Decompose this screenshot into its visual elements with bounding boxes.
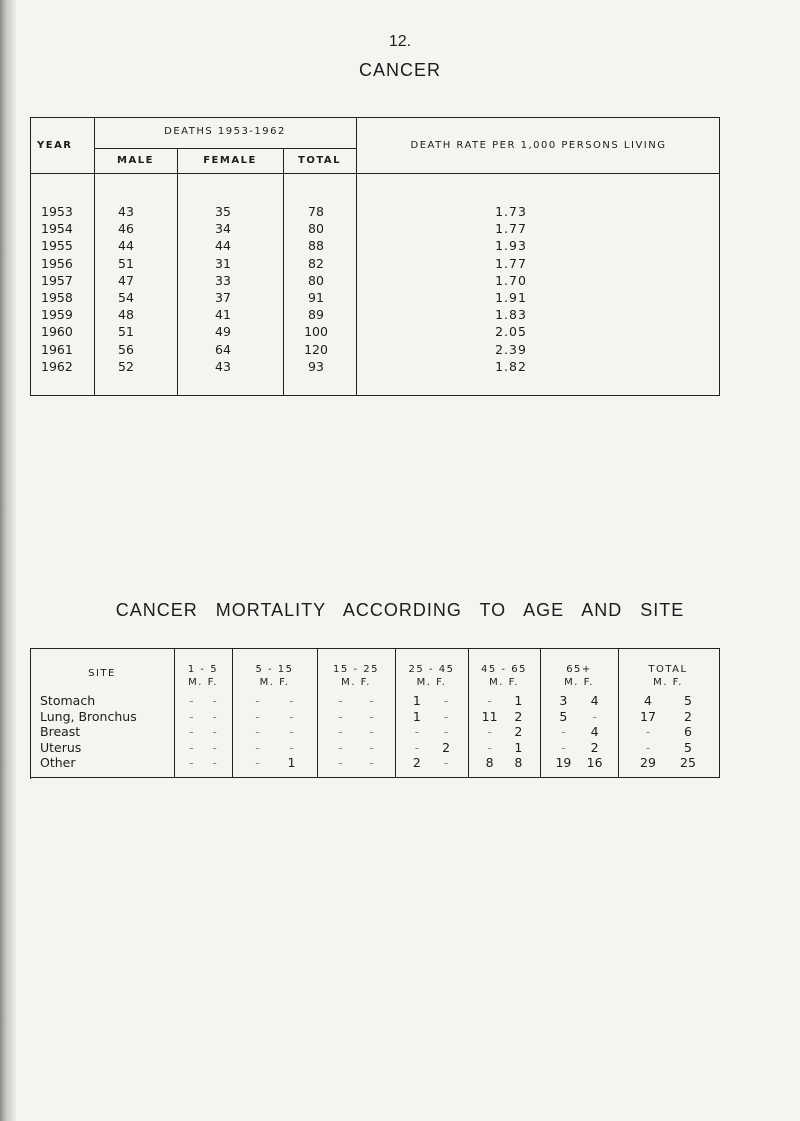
cell-year: 1960 xyxy=(41,324,73,340)
cell-female: 43 xyxy=(215,358,231,374)
cell-female: - xyxy=(289,739,294,755)
mf-label: M. F. xyxy=(188,677,218,688)
cell-female: 4 xyxy=(590,724,599,739)
cell-total: 82 xyxy=(308,255,324,271)
cell-male: - xyxy=(338,693,343,708)
table-row xyxy=(30,709,719,725)
col-total-header: TOTAL xyxy=(298,155,341,166)
age-group-label: 15 - 25 xyxy=(333,664,379,675)
cell-male: - xyxy=(189,693,194,708)
cell-male: 17 xyxy=(640,708,656,724)
table-row xyxy=(31,204,719,221)
cell-male: 48 xyxy=(118,307,134,323)
cell-male: - xyxy=(255,724,260,739)
cell-female: 25 xyxy=(680,755,696,770)
col-female-header: FEMALE xyxy=(203,155,257,166)
col-site-header: SITE xyxy=(88,668,116,679)
cell-female: - xyxy=(212,755,217,770)
site-label: Uterus xyxy=(40,739,82,755)
cell-male: 51 xyxy=(118,324,134,340)
cell-female: - xyxy=(212,708,217,724)
cell-female: - xyxy=(443,708,449,724)
cell-rate: 2.39 xyxy=(495,341,527,357)
cell-female: - xyxy=(212,693,217,708)
table-row xyxy=(31,256,719,273)
cell-male: - xyxy=(645,739,651,755)
cell-male: 52 xyxy=(118,358,134,374)
table-row xyxy=(31,273,719,290)
cell-male: 1 xyxy=(412,693,421,708)
site-label: Other xyxy=(40,755,76,770)
cell-male: - xyxy=(338,724,343,739)
cell-male: 56 xyxy=(118,341,134,357)
age-group-header xyxy=(395,663,468,689)
cell-male: - xyxy=(255,693,260,708)
cell-female: 2 xyxy=(684,708,692,724)
mf-label: M. F. xyxy=(564,677,594,688)
cell-year: 1958 xyxy=(41,289,73,305)
cell-female: - xyxy=(369,755,374,770)
cell-year: 1954 xyxy=(41,221,73,237)
col-year-header: YEAR xyxy=(37,140,73,151)
table-row xyxy=(31,342,719,359)
cell-male: 11 xyxy=(481,708,498,724)
cell-total: 88 xyxy=(308,238,324,254)
mf-label: M. F. xyxy=(489,677,519,688)
cell-total: 93 xyxy=(308,358,324,374)
cell-female: 2 xyxy=(514,724,523,739)
col-deaths-group-header: DEATHS 1953-1962 xyxy=(164,126,286,137)
cell-year: 1953 xyxy=(41,204,73,219)
cell-female: - xyxy=(443,755,449,770)
age-group-header xyxy=(317,663,395,689)
cell-female: 64 xyxy=(215,341,231,357)
age-group-label: TOTAL xyxy=(648,664,688,675)
cell-total: 89 xyxy=(308,307,324,323)
table-row xyxy=(31,238,719,255)
cell-male: 44 xyxy=(118,238,134,254)
cell-male: - xyxy=(487,693,492,708)
divider xyxy=(31,173,719,174)
cell-male: 19 xyxy=(555,755,572,770)
cell-year: 1956 xyxy=(41,255,73,271)
cell-rate: 1.77 xyxy=(495,221,527,237)
cell-male: 5 xyxy=(559,708,568,724)
cell-male: - xyxy=(487,739,492,755)
cell-total: 120 xyxy=(304,341,328,357)
cell-male: - xyxy=(338,708,343,724)
cell-male: - xyxy=(487,724,492,739)
cell-female: 1 xyxy=(514,693,523,708)
age-group-header xyxy=(618,663,718,689)
cell-male: - xyxy=(255,755,260,770)
site-label: Breast xyxy=(40,724,81,739)
cell-female: - xyxy=(369,739,374,755)
cell-female: 31 xyxy=(215,255,231,271)
cell-female: 2 xyxy=(590,739,599,755)
cell-male: - xyxy=(189,755,194,770)
page-title: CANCER xyxy=(358,60,441,80)
cell-female: 41 xyxy=(215,307,231,323)
cell-female: - xyxy=(289,693,294,708)
table-row xyxy=(30,724,719,740)
cell-female: - xyxy=(443,693,449,708)
deaths-table-body xyxy=(31,204,719,376)
age-group-header xyxy=(174,663,232,689)
age-group-label: 25 - 45 xyxy=(408,664,455,675)
cell-year: 1961 xyxy=(41,341,73,357)
cell-female: 34 xyxy=(215,221,231,237)
cell-female: 5 xyxy=(684,739,692,755)
cell-rate: 1.73 xyxy=(495,204,527,219)
cell-male: - xyxy=(561,724,566,739)
age-group-label: 1 - 5 xyxy=(187,664,219,675)
cell-female: 37 xyxy=(215,289,231,305)
cell-total: 80 xyxy=(308,272,324,288)
table-row xyxy=(31,221,719,238)
cell-total: 91 xyxy=(308,289,324,305)
cell-male: - xyxy=(414,739,420,755)
cell-male: 3 xyxy=(559,693,568,708)
age-group-label: 5 - 15 xyxy=(255,664,294,675)
cell-female: - xyxy=(212,724,217,739)
cell-year: 1959 xyxy=(41,307,73,323)
col-male-header: MALE xyxy=(117,155,154,166)
cell-total: 80 xyxy=(308,221,324,237)
site-label: Lung, Bronchus xyxy=(40,708,137,724)
cell-female: - xyxy=(289,724,294,739)
cell-total: 100 xyxy=(304,324,328,340)
cell-female: - xyxy=(212,739,217,755)
cell-rate: 1.77 xyxy=(495,255,527,271)
cell-male: 47 xyxy=(118,272,134,288)
cell-female: 1 xyxy=(514,739,523,755)
cell-rate: 1.82 xyxy=(495,358,527,374)
age-group-header xyxy=(232,663,317,689)
age-group-header xyxy=(468,663,540,689)
site-label: Stomach xyxy=(40,693,96,708)
cell-female: 6 xyxy=(684,724,692,739)
cell-rate: 1.70 xyxy=(495,272,527,288)
divider xyxy=(94,148,356,149)
cell-rate: 1.83 xyxy=(495,307,527,323)
page-number: 12. xyxy=(388,33,412,50)
cell-female: - xyxy=(443,724,449,739)
cell-female: 8 xyxy=(514,755,523,770)
table-row xyxy=(31,307,719,324)
deaths-table xyxy=(30,117,720,396)
mf-label: M. F. xyxy=(259,677,290,688)
cell-female: - xyxy=(369,708,374,724)
cell-rate: 1.93 xyxy=(495,238,527,254)
cell-female: 35 xyxy=(215,204,231,219)
cell-female: 16 xyxy=(586,755,603,770)
cell-female: 1 xyxy=(287,755,296,770)
cell-male: - xyxy=(255,739,260,755)
cell-female: 4 xyxy=(590,693,599,708)
cell-male: 51 xyxy=(118,255,134,271)
cell-male: - xyxy=(189,739,194,755)
cell-year: 1962 xyxy=(41,358,73,374)
cell-female: - xyxy=(289,708,294,724)
cell-year: 1957 xyxy=(41,272,73,288)
col-rate-header: DEATH RATE PER 1,000 PERSONS LIVING xyxy=(410,140,667,151)
mf-label: M. F. xyxy=(341,677,371,688)
cell-male: 4 xyxy=(644,693,652,708)
cell-male: - xyxy=(645,724,651,739)
cell-male: 8 xyxy=(485,755,494,770)
cell-total: 78 xyxy=(308,204,324,219)
site-table xyxy=(30,648,720,778)
cell-male: 2 xyxy=(412,755,421,770)
cell-female: - xyxy=(369,724,374,739)
cell-male: - xyxy=(338,739,343,755)
cell-female: - xyxy=(369,693,374,708)
cell-female: - xyxy=(592,708,597,724)
table-row xyxy=(31,324,719,341)
cell-male: - xyxy=(255,708,260,724)
cell-female: 49 xyxy=(215,324,231,340)
table-row xyxy=(31,290,719,307)
cell-year: 1955 xyxy=(41,238,73,254)
section-subtitle: CANCER MORTALITY ACCORDING TO AGE AND SITE xyxy=(115,600,685,620)
cell-female: 44 xyxy=(215,238,231,254)
cell-male: - xyxy=(189,708,194,724)
age-group-header xyxy=(540,663,618,689)
cell-rate: 2.05 xyxy=(495,324,527,340)
page-edge-shadow xyxy=(0,0,16,1121)
cell-male: 46 xyxy=(118,221,134,237)
cell-male: - xyxy=(414,724,420,739)
table-row xyxy=(30,755,719,771)
cell-male: - xyxy=(561,739,566,755)
cell-male: 43 xyxy=(118,204,134,219)
cell-female: 5 xyxy=(684,693,692,708)
age-group-label: 45 - 65 xyxy=(481,664,527,675)
table-row xyxy=(30,740,719,756)
mf-label: M. F. xyxy=(653,677,683,688)
age-group-label: 65+ xyxy=(566,664,592,675)
cell-female: 2 xyxy=(514,708,523,724)
cell-rate: 1.91 xyxy=(495,289,527,305)
site-table-body xyxy=(30,693,719,771)
cell-male: - xyxy=(338,755,343,770)
mf-label: M. F. xyxy=(416,677,447,688)
cell-male: 1 xyxy=(412,708,421,724)
cell-male: 29 xyxy=(640,755,656,770)
table-row xyxy=(30,693,719,709)
cell-male: 54 xyxy=(118,289,134,305)
table-row xyxy=(31,359,719,376)
cell-male: - xyxy=(189,724,194,739)
cell-female: 2 xyxy=(442,739,451,755)
cell-female: 33 xyxy=(215,272,231,288)
